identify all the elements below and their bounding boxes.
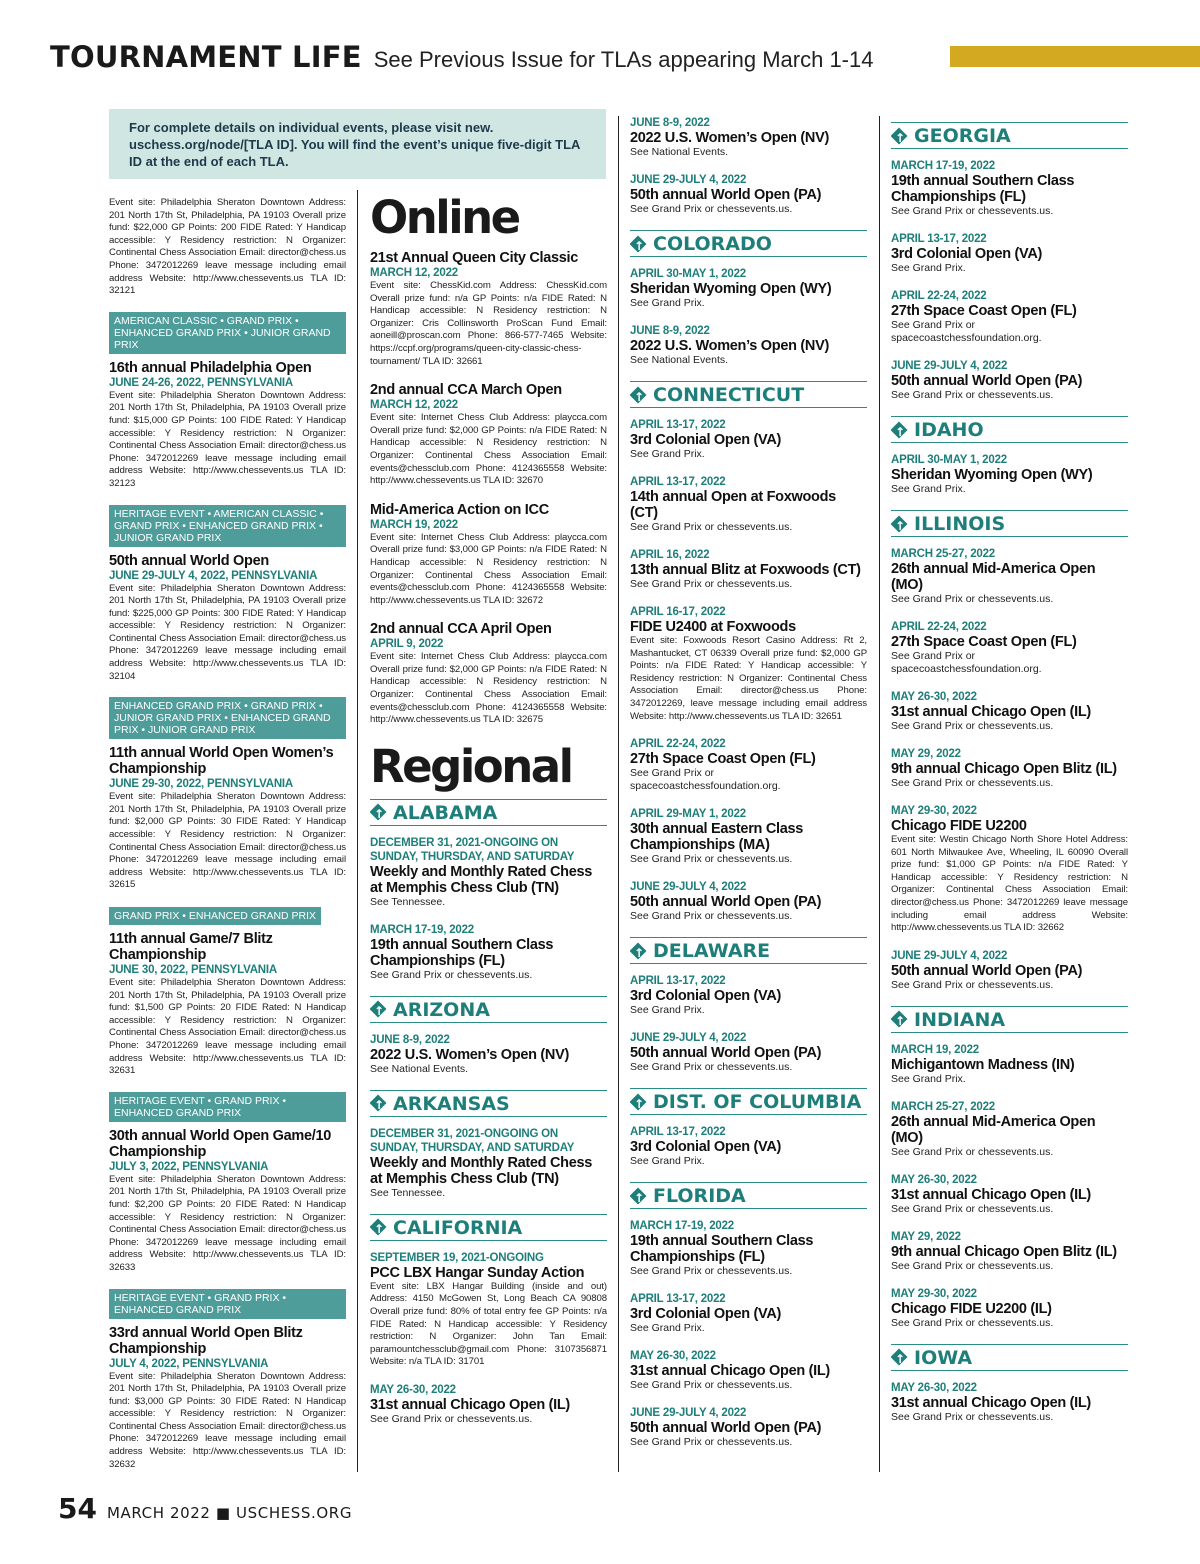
event-reference: See Grand Prix or chessevents.us.	[891, 205, 1054, 217]
header-accent-bar	[950, 46, 1200, 67]
state-name: IOWA	[914, 1346, 973, 1369]
event-date: APRIL 29-MAY 1, 2022	[630, 808, 746, 821]
event-listing	[109, 906, 346, 1078]
event-details: Event site: Philadelphia Sheraton Downtown Address: 201 North 17th St, Philadelphia, PA 19103 Overall prize fund: $3,000 GP Points: 30 FIDE Rated: N Handicap accessible: Y Residency restriction: N Organizer: Continental Chess Association Email: director@chess.us Phone: 3472012269 leave message including email address Website: http://www.chessevents.us TLA ID: 32632	[109, 1370, 346, 1470]
event-name: 33rd annual World Open Blitz Championship	[109, 1324, 303, 1357]
event-listing	[630, 475, 867, 534]
event-name: 3rd Colonial Open (VA)	[630, 1139, 782, 1156]
event-reference: See Grand Prix or chessevents.us.	[891, 978, 1054, 991]
event-name: 26th annual Mid-America Open (MO)	[891, 561, 1096, 593]
event-name: 50th annual World Open (PA)	[630, 1420, 822, 1437]
state-arrow-icon	[370, 804, 387, 821]
event-listing	[630, 974, 867, 1017]
event-name: 27th Space Coast Open (FL)	[891, 303, 1077, 319]
event-listing	[370, 923, 607, 982]
event-listing	[109, 197, 346, 298]
event-name: Weekly and Monthly Rated Chess at Memphis Chess Club (TN)	[370, 863, 592, 896]
event-listing	[891, 1230, 1128, 1273]
event-name: FIDE U2400 at Foxwoods	[630, 619, 796, 635]
event-date: JUNE 29-JULY 4, 2022	[630, 174, 747, 186]
section-title: TOURNAMENT LIFE	[50, 40, 362, 74]
column-3	[630, 116, 867, 1472]
state-heading	[630, 230, 867, 257]
event-reference: See Grand Prix.	[630, 1322, 705, 1335]
event-details: Event site: Foxwoods Resort Casino Address: Rt 2, Mashantucket, CT 06339 Overall prize fund: $2,000 GP Points: n/a FIDE Rated: Y Handicap accessible: Y Residency restriction: N Organizer: Continental Chess Association Email: director@chess.us Phone: 3472012269, leave message including email address Website: http://www.chessevents.us TLA ID: 32651	[630, 635, 867, 722]
event-date: APRIL 22-24, 2022	[630, 738, 726, 751]
event-listing	[630, 324, 867, 367]
event-listing	[630, 1031, 867, 1074]
event-listing	[370, 1127, 607, 1200]
event-name: 2nd annual CCA March Open	[370, 382, 562, 399]
event-name: 2022 U.S. Women’s Open (NV)	[630, 338, 829, 354]
event-name: 14th annual Open at Foxwoods (CT)	[630, 489, 836, 521]
event-tag: HERITAGE EVENT • GRAND PRIX • ENHANCED GRAND PRIX	[109, 1289, 346, 1319]
state-heading	[630, 1182, 867, 1209]
event-date: APRIL 13-17, 2022	[630, 419, 726, 431]
event-listing	[370, 382, 607, 488]
state-heading	[891, 1344, 1128, 1371]
event-reference: See Grand Prix.	[630, 448, 705, 460]
event-listing	[891, 690, 1128, 733]
event-date: MAY 26-30, 2022	[891, 1381, 977, 1394]
event-listing	[630, 1292, 867, 1335]
event-name: Michigantown Madness (IN)	[891, 1056, 1075, 1073]
state-name: ILLINOIS	[914, 513, 1006, 535]
event-reference: See Grand Prix.	[891, 262, 966, 274]
event-date: JUNE 29-JULY 4, 2022, PENNSYLVANIA	[109, 569, 318, 582]
state-name: IDAHO	[914, 419, 984, 441]
event-reference: See Grand Prix or spacecoastchessfoundation.org.	[891, 319, 1042, 344]
event-name: 13th annual Blitz at Foxwoods (CT)	[630, 562, 861, 578]
event-listing	[891, 232, 1128, 275]
event-name: 21st Annual Queen City Classic	[370, 250, 579, 266]
event-listing	[891, 453, 1128, 496]
event-listing	[630, 1406, 867, 1449]
column-4	[891, 116, 1128, 1472]
event-date: MAY 26-30, 2022	[630, 1350, 716, 1363]
event-date: MARCH 12, 2022	[370, 399, 458, 412]
state-name: CALIFORNIA	[393, 1216, 523, 1239]
event-date: MAY 26-30, 2022	[370, 1384, 456, 1396]
event-listing	[891, 1381, 1128, 1424]
event-date: APRIL 16-17, 2022	[630, 606, 726, 618]
event-listing	[630, 548, 867, 591]
event-listing	[630, 880, 867, 923]
event-reference: See Grand Prix or chessevents.us.	[630, 578, 793, 590]
event-reference: See Grand Prix or spacecoastchessfoundation.org.	[630, 767, 781, 793]
event-listing	[630, 418, 867, 461]
event-listing	[630, 1125, 867, 1168]
event-reference: See Grand Prix or chessevents.us.	[891, 720, 1054, 732]
event-reference: See National Events.	[370, 1062, 469, 1075]
event-listing	[891, 1043, 1128, 1086]
event-reference: See Tennessee.	[370, 1186, 446, 1199]
event-reference: See Grand Prix.	[891, 483, 966, 495]
event-listing	[891, 949, 1128, 992]
state-arrow-icon	[370, 1219, 387, 1236]
event-listing	[891, 547, 1128, 606]
event-listing	[630, 737, 867, 793]
event-reference: See Tennessee.	[370, 895, 446, 908]
event-details: Event site: Internet Chess Club Address: playcca.com Overall prize fund: $2,000 GP Points: n/a FIDE Rated: N Handicap accessible: N Residency restriction: N Organizer: Continental Chess Association Email: events@chessclub.com Phone: 4124365558 Website: http://www.chessevents.us TLA ID: 32675	[370, 651, 607, 726]
state-name: INDIANA	[914, 1008, 1006, 1031]
event-name: 19th annual Southern Class Championships (FL)	[630, 1233, 814, 1266]
event-reference: See Grand Prix or chessevents.us.	[630, 1061, 793, 1074]
event-reference: See Grand Prix.	[891, 1072, 966, 1085]
event-date: DECEMBER 31, 2021-ONGOING ON SUNDAY, THURSDAY, AND SATURDAY	[370, 1127, 575, 1154]
event-date: JULY 4, 2022, PENNSYLVANIA	[109, 1357, 269, 1370]
event-name: PCC LBX Hangar Sunday Action	[370, 1264, 585, 1281]
event-listing	[891, 1287, 1128, 1330]
event-date: JUNE 8-9, 2022	[630, 117, 710, 129]
event-reference: See Grand Prix or chessevents.us.	[891, 389, 1054, 401]
event-tag: AMERICAN CLASSIC • GRAND PRIX • ENHANCED GRAND PRIX • JUNIOR GRAND PRIX	[109, 312, 346, 354]
event-listing	[109, 505, 346, 684]
event-name: 2022 U.S. Women’s Open (NV)	[630, 130, 829, 146]
state-heading	[630, 1088, 867, 1115]
event-reference: See Grand Prix or chessevents.us.	[891, 1202, 1054, 1215]
event-tag: HERITAGE EVENT • AMERICAN CLASSIC • GRAND PRIX • ENHANCED GRAND PRIX • JUNIOR GRAND PRIX	[109, 505, 346, 547]
event-date: APRIL 22-24, 2022	[891, 290, 987, 302]
event-name: 30th annual Eastern Class Championships (MA)	[630, 821, 804, 854]
event-tag: HERITAGE EVENT • GRAND PRIX • ENHANCED GRAND PRIX	[109, 1092, 346, 1122]
state-arrow-icon	[370, 1001, 387, 1018]
event-date: MARCH 17-19, 2022	[370, 923, 474, 936]
event-date: APRIL 9, 2022	[370, 638, 444, 651]
state-heading	[630, 381, 867, 408]
event-reference: See Grand Prix or chessevents.us.	[630, 853, 793, 866]
event-listing	[630, 1219, 867, 1278]
event-reference: See Grand Prix or chessevents.us.	[891, 777, 1054, 789]
event-name: Weekly and Monthly Rated Chess at Memphis Chess Club (TN)	[370, 1154, 592, 1187]
state-heading	[370, 996, 607, 1023]
event-listing	[891, 747, 1128, 790]
column-divider	[357, 190, 358, 1472]
event-reference: See National Events.	[630, 354, 729, 366]
event-date: JUNE 29-JULY 4, 2022	[891, 360, 1008, 372]
event-details: Event site: Westin Chicago North Shore Hotel Address: 601 North Milwaukee Ave, Wheeling, IL 60090 Overall prize fund: $1,000 GP Points: n/a FIDE Rated: Y Handicap accessible: Y Residency restriction: N Organizer: Continental Chess Association Email: director@chess.us Phone: 3472012269 leave message including email address Website: http://www.chessevents.us TLA ID: 32662	[891, 834, 1128, 934]
event-details: Event site: Philadelphia Sheraton Downtown Address: 201 North 17th St, Philadelphia, PA 19103 Overall prize fund: $225,000 GP Points: 300 FIDE Rated: Y Handicap accessible: Y Residency restriction: N Organizer: Continental Chess Association Email: director@chess.us Phone: 3472012269 leave message including email address Website: http://www.chessevents.us TLA ID: 32104	[109, 582, 346, 682]
event-reference: See Grand Prix or chessevents.us.	[630, 1379, 793, 1392]
event-date: MARCH 17-19, 2022	[891, 160, 995, 172]
event-date: JUNE 8-9, 2022	[370, 1033, 450, 1046]
event-details: Event site: Internet Chess Club Address: playcca.com Overall prize fund: $3,000 GP Points: n/a FIDE Rated: N Handicap accessible: N Residency restriction: N Organizer: Continental Chess Association Email: events@chessclub.com Phone: 4124365558 Website: http://www.chessevents.us TLA ID: 32672	[370, 531, 607, 606]
event-details: Event site: Internet Chess Club Address: playcca.com Overall prize fund: $2,000 GP Points: n/a FIDE Rated: N Handicap accessible: N Residency restriction: N Organizer: Continental Chess Association Email: events@chessclub.com Phone: 4124365558 Website: http://www.chessevents.us TLA ID: 32670	[370, 412, 607, 487]
event-listing	[370, 250, 607, 368]
state-arrow-icon	[630, 1094, 647, 1111]
event-details: Event site: Philadelphia Sheraton Downtown Address: 201 North 17th St, Philadelphia, PA 19103 Overall prize fund: $1,500 GP Points: 20 FIDE Rated: N Handicap accessible: Y Residency restriction: N Organizer: Continental Chess Association Email: director@chess.us Phone: 3472012269 leave message including email address Website: http://www.chessevents.us TLA ID: 32631	[109, 977, 346, 1077]
event-listing	[109, 312, 346, 491]
event-listing	[630, 1349, 867, 1392]
event-listing	[891, 620, 1128, 676]
state-name: ARIZONA	[393, 998, 490, 1021]
state-arrow-icon	[891, 128, 908, 145]
event-date: JUNE 29-JULY 4, 2022	[630, 1407, 747, 1420]
event-reference: See Grand Prix or chessevents.us.	[891, 1145, 1054, 1158]
event-listing	[370, 621, 607, 727]
event-details: Event site: Philadelphia Sheraton Downtown Address: 201 North 17th St, Philadelphia, PA 19103 Overall prize fund: $2,200 GP Points: 20 FIDE Rated: N Handicap accessible: Y Residency restriction: N Organizer: Continental Chess Association Email: director@chess.us Phone: 3472012269 leave message including email address Website: http://www.chessevents.us TLA ID: 32633	[109, 1173, 346, 1273]
state-name: COLORADO	[653, 233, 772, 255]
event-reference: See Grand Prix.	[630, 1004, 705, 1017]
column-1	[109, 197, 346, 1472]
event-date: JUNE 29-30, 2022, PENNSYLVANIA	[109, 778, 294, 791]
event-name: Sheridan Wyoming Open (WY)	[630, 281, 832, 297]
state-heading	[370, 1090, 607, 1117]
event-listing	[891, 1100, 1128, 1159]
event-date: MARCH 17-19, 2022	[630, 1220, 734, 1233]
event-date: SEPTEMBER 19, 2021-ONGOING	[370, 1251, 544, 1264]
event-name: 3rd Colonial Open (VA)	[630, 432, 782, 448]
event-listing	[630, 807, 867, 866]
event-date: JUNE 30, 2022, PENNSYLVANIA	[109, 964, 278, 976]
column-2	[370, 190, 607, 1472]
event-name: 50th annual World Open (PA)	[630, 187, 822, 203]
event-name: 50th annual World Open (PA)	[891, 962, 1083, 979]
column-divider	[879, 116, 880, 1472]
state-heading	[891, 416, 1128, 443]
event-date: APRIL 13-17, 2022	[630, 476, 726, 488]
event-name: 2022 U.S. Women’s Open (NV)	[370, 1046, 569, 1063]
event-name: 50th annual World Open	[109, 552, 269, 569]
event-date: APRIL 13-17, 2022	[630, 975, 726, 988]
event-date: APRIL 30-MAY 1, 2022	[891, 454, 1007, 466]
category-heading: Online	[370, 191, 519, 244]
event-reference: See Grand Prix or chessevents.us.	[630, 203, 793, 215]
event-name: Chicago FIDE U2200	[891, 818, 1027, 834]
state-name: DIST. OF COLUMBIA	[653, 1091, 862, 1114]
state-name: ALABAMA	[393, 801, 498, 824]
event-name: Chicago FIDE U2200 (IL)	[891, 1300, 1052, 1317]
event-name: 31st annual Chicago Open (IL)	[891, 704, 1091, 720]
event-name: 3rd Colonial Open (VA)	[630, 988, 782, 1005]
event-listing	[370, 502, 607, 608]
state-heading	[630, 937, 867, 964]
event-name: 31st annual Chicago Open (IL)	[370, 1397, 570, 1413]
state-name: ARKANSAS	[393, 1092, 510, 1115]
state-arrow-icon	[891, 1011, 908, 1028]
event-tag: ENHANCED GRAND PRIX • GRAND PRIX • JUNIOR GRAND PRIX • ENHANCED GRAND PRIX • JUNIOR GRAND PRIX	[109, 697, 346, 739]
event-reference: See National Events.	[630, 146, 729, 158]
state-name: FLORIDA	[653, 1185, 746, 1208]
event-listing	[630, 173, 867, 216]
event-listing	[370, 836, 607, 909]
state-name: GEORGIA	[914, 125, 1011, 147]
event-reference: See Grand Prix or spacecoastchessfoundation.org.	[891, 650, 1042, 675]
event-name: 3rd Colonial Open (VA)	[630, 1306, 782, 1323]
event-name: 26th annual Mid-America Open (MO)	[891, 1113, 1096, 1146]
event-date: APRIL 30-MAY 1, 2022	[630, 268, 746, 280]
state-arrow-icon	[891, 1349, 908, 1366]
event-date: JUNE 24-26, 2022, PENNSYLVANIA	[109, 376, 294, 389]
event-date: MAY 29-30, 2022	[891, 805, 977, 817]
state-heading	[370, 799, 607, 826]
event-reference: See Grand Prix or chessevents.us.	[891, 1410, 1054, 1423]
state-heading	[891, 510, 1128, 537]
event-date: APRIL 13-17, 2022	[630, 1126, 726, 1139]
event-reference: See Grand Prix or chessevents.us.	[630, 1436, 793, 1449]
event-name: 9th annual Chicago Open Blitz (IL)	[891, 1243, 1117, 1260]
event-date: MAY 26-30, 2022	[891, 1173, 977, 1186]
event-reference: See Grand Prix.	[630, 1155, 705, 1168]
event-reference: See Grand Prix or chessevents.us.	[891, 593, 1054, 605]
event-date: MAY 29, 2022	[891, 1230, 961, 1243]
event-listing	[109, 1289, 346, 1472]
event-reference: See Grand Prix or chessevents.us.	[630, 1265, 793, 1278]
event-name: 2nd annual CCA April Open	[370, 621, 552, 638]
event-listing	[891, 804, 1128, 935]
state-arrow-icon	[630, 943, 647, 960]
event-date: JULY 3, 2022, PENNSYLVANIA	[109, 1160, 269, 1173]
event-reference: See Grand Prix or chessevents.us.	[370, 1413, 533, 1425]
event-reference: See Grand Prix or chessevents.us.	[891, 1316, 1054, 1329]
event-date: MAY 29-30, 2022	[891, 1287, 977, 1300]
event-name: 31st annual Chicago Open (IL)	[630, 1363, 830, 1380]
event-reference: See Grand Prix or chessevents.us.	[370, 968, 533, 981]
event-details: Event site: LBX Hangar Building (inside and out) Address: 4150 McGowen St, Long Beach CA 90808 Overall prize fund: 80% of total entry fee GP Points: n/a FIDE Rated: N Handicap accessible: Y Residency restriction: N Organizer: John Tan Email: paramountchessclub@gmail.com Phone: 3107356871 Website: n/a TLA ID: 31701	[370, 1280, 607, 1368]
event-listing	[370, 1033, 607, 1076]
event-listing	[891, 1173, 1128, 1216]
category-heading: Regional	[370, 739, 572, 793]
section-subtitle: See Previous Issue for TLAs appearing March 1-14	[373, 47, 874, 72]
event-name: 50th annual World Open (PA)	[630, 894, 822, 911]
state-heading	[891, 122, 1128, 149]
event-name: 3rd Colonial Open (VA)	[891, 246, 1043, 262]
column-divider	[618, 116, 619, 1472]
state-name: DELAWARE	[653, 940, 771, 963]
event-name: 27th Space Coast Open (FL)	[891, 634, 1077, 650]
event-name: 9th annual Chicago Open Blitz (IL)	[891, 761, 1117, 777]
state-arrow-icon	[630, 1188, 647, 1205]
event-date: APRIL 16, 2022	[630, 549, 710, 561]
event-date: APRIL 13-17, 2022	[891, 233, 987, 245]
event-listing	[630, 116, 867, 159]
event-name: 16th annual Philadelphia Open	[109, 359, 312, 376]
event-listing	[109, 697, 346, 892]
event-name: 31st annual Chicago Open (IL)	[891, 1186, 1091, 1203]
event-reference: See Grand Prix or chessevents.us.	[891, 1259, 1054, 1272]
event-reference: See Grand Prix.	[630, 297, 705, 309]
event-date: MAY 29, 2022	[891, 748, 961, 760]
event-listing	[370, 1251, 607, 1369]
state-arrow-icon	[630, 387, 647, 404]
event-listing	[891, 159, 1128, 218]
event-name: 30th annual World Open Game/10 Championship	[109, 1127, 331, 1160]
state-heading	[891, 1006, 1128, 1033]
state-heading	[370, 1214, 607, 1241]
event-details: Event site: Philadelphia Sheraton Downtown Address: 201 North 17th St, Philadelphia, PA 19103 Overall prize fund: $15,000 GP Points: 100 FIDE Rated: Y Handicap accessible: Y Residency restriction: N Organizer: Continental Chess Association Email: director@chess.us Phone: 3472012269 leave message including email address Website: http://www.chessevents.us TLA ID: 32123	[109, 389, 346, 489]
event-date: MARCH 12, 2022	[370, 267, 458, 279]
event-date: JUNE 8-9, 2022	[630, 325, 710, 337]
event-name: 50th annual World Open (PA)	[630, 1045, 822, 1062]
event-tag: GRAND PRIX • ENHANCED GRAND PRIX	[109, 907, 321, 925]
event-listing	[891, 359, 1128, 402]
event-date: JUNE 29-JULY 4, 2022	[630, 1032, 747, 1045]
event-date: MARCH 19, 2022	[891, 1043, 979, 1056]
event-date: MARCH 25-27, 2022	[891, 1100, 995, 1113]
event-date: APRIL 13-17, 2022	[630, 1293, 726, 1306]
event-name: Sheridan Wyoming Open (WY)	[891, 467, 1093, 483]
state-arrow-icon	[891, 516, 908, 533]
event-date: APRIL 22-24, 2022	[891, 621, 987, 633]
event-listing	[630, 605, 867, 723]
state-arrow-icon	[370, 1095, 387, 1112]
event-name: 11th annual Game/7 Blitz Championship	[109, 931, 273, 963]
state-arrow-icon	[630, 236, 647, 253]
event-details: Event site: Philadelphia Sheraton Downtown Address: 201 North 17th St, Philadelphia, PA 19103 Overall prize fund: $22,000 GP Points: 200 FIDE Rated: Y Handicap accessible: Y Residency restriction: N Organizer: Continental Chess Association Email: director@chess.us Phone: 3472012269 leave message including email address Website: http://www.chessevents.us TLA ID: 32121	[109, 197, 346, 297]
event-listing	[109, 1092, 346, 1275]
event-name: 11th annual World Open Women’s Championship	[109, 745, 334, 778]
event-date: MAY 26-30, 2022	[891, 691, 977, 703]
details-notice: For complete details on individual events, please visit new. uschess.org/node/[TLA ID]. You will find the event’s unique five-digit TLA ID at the end of each TLA.	[109, 109, 606, 179]
event-name: Mid-America Action on ICC	[370, 501, 549, 518]
event-name: 50th annual World Open (PA)	[891, 373, 1083, 389]
state-name: CONNECTICUT	[653, 384, 805, 406]
event-reference: See Grand Prix or chessevents.us.	[630, 910, 793, 923]
event-reference: See Grand Prix or chessevents.us.	[630, 521, 793, 533]
event-details: Event site: Philadelphia Sheraton Downtown Address: 201 North 17th St, Philadelphia, PA 19103 Overall prize fund: $2,000 GP Points: 30 FIDE Rated: Y Handicap accessible: Y Residency restriction: N Organizer: Continental Chess Association Email: director@chess.us Phone: 3472012269 leave message including email address Website: http://www.chessevents.us TLA ID: 32615	[109, 791, 346, 891]
event-listing	[630, 267, 867, 310]
event-name: 19th annual Southern Class Championships (FL)	[370, 936, 554, 969]
event-date: DECEMBER 31, 2021-ONGOING ON SUNDAY, THURSDAY, AND SATURDAY	[370, 836, 575, 863]
event-date: MARCH 19, 2022	[370, 518, 458, 531]
state-arrow-icon	[891, 422, 908, 439]
event-listing	[891, 289, 1128, 345]
page-footer	[58, 1492, 352, 1525]
event-date: MARCH 25-27, 2022	[891, 548, 995, 560]
event-name: 19th annual Southern Class Championships (FL)	[891, 173, 1075, 205]
footer-text: MARCH 2022 ■ USCHESS.ORG	[106, 1504, 353, 1522]
event-date: JUNE 29-JULY 4, 2022	[891, 949, 1008, 962]
event-name: 31st annual Chicago Open (IL)	[891, 1394, 1091, 1411]
page-number: 54	[58, 1492, 97, 1525]
event-name: 27th Space Coast Open (FL)	[630, 751, 816, 768]
page-header	[50, 40, 873, 80]
event-details: Event site: ChessKid.com Address: ChessKid.com Overall prize fund: n/a GP Points: n/a FIDE Rated: N Handicap accessible: N Residency restriction: N Organizer: Cris Collinsworth ProScan Fund Email: aoneill@proscan.com Phone: 866-577-7465 Website: https://ccpf.org/programs/queen-city-classic-chess-tournament/ TLA ID: 32661	[370, 280, 607, 367]
event-listing	[370, 1383, 607, 1426]
event-date: JUNE 29-JULY 4, 2022	[630, 881, 747, 894]
